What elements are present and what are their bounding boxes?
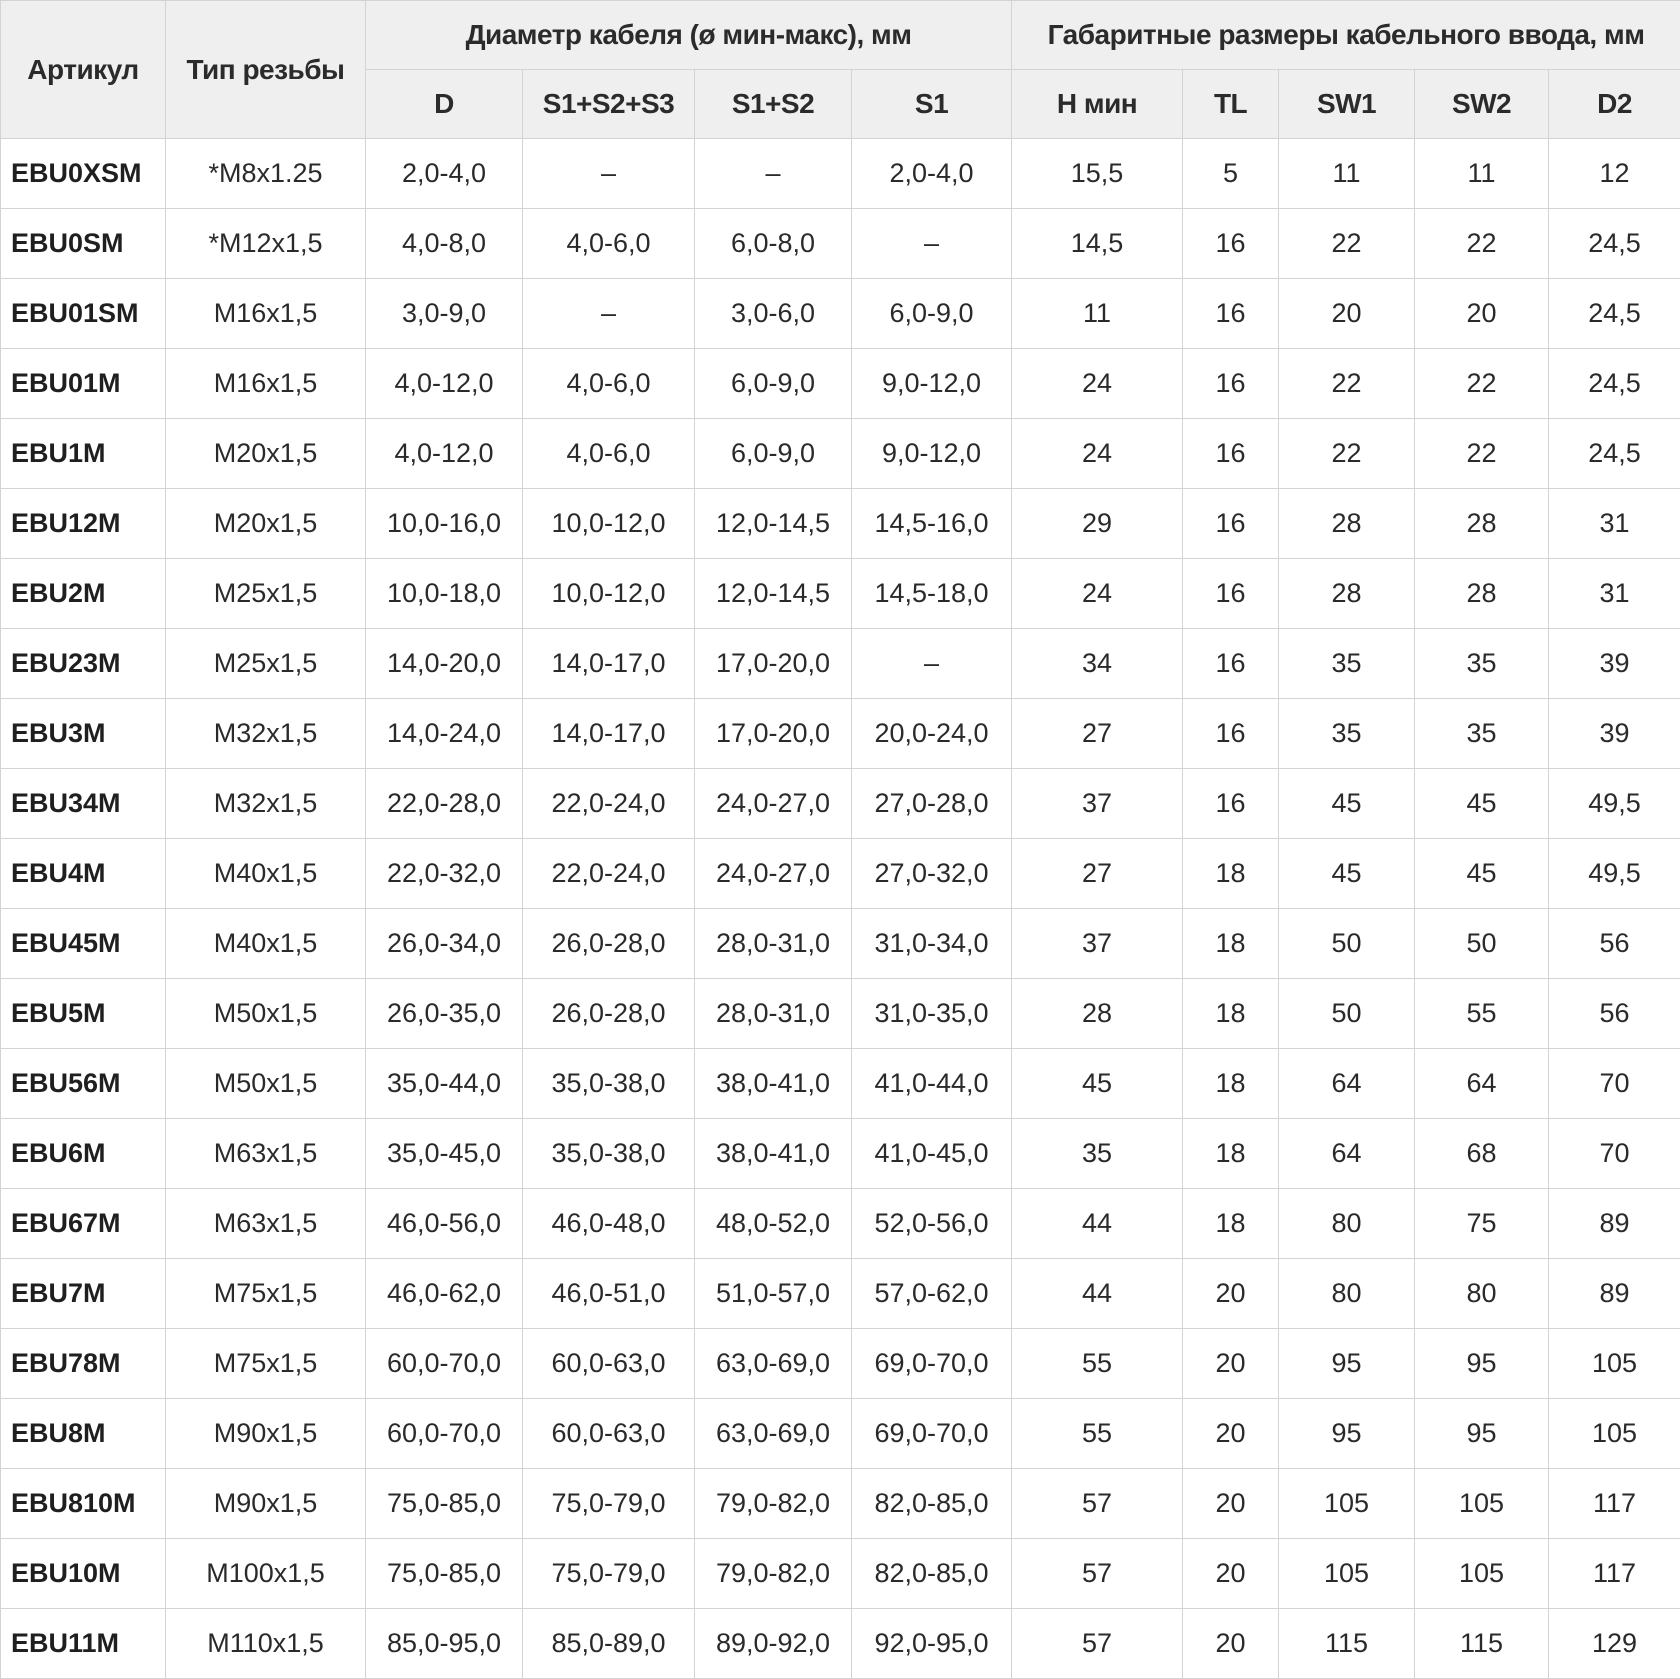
cell-sw2: 22 <box>1415 209 1549 279</box>
table-row <box>1 279 1680 349</box>
cell-h-min: 37 <box>1012 769 1183 839</box>
header-sw2: SW2 <box>1415 70 1549 139</box>
table-row <box>1 699 1680 769</box>
cell-tl: 20 <box>1183 1399 1279 1469</box>
cell-s1-s2-s3: 14,0-17,0 <box>523 629 695 699</box>
cell-d2: 39 <box>1549 699 1680 769</box>
cell-sw1: 105 <box>1279 1539 1415 1609</box>
cell-s1-s2-s3: 4,0-6,0 <box>523 419 695 489</box>
cell-sw2: 105 <box>1415 1469 1549 1539</box>
cell-thread-type: M32x1,5 <box>166 769 366 839</box>
cell-s1: 41,0-44,0 <box>852 1049 1012 1119</box>
cell-h-min: 37 <box>1012 909 1183 979</box>
table-row <box>1 629 1680 699</box>
cell-sw1: 22 <box>1279 349 1415 419</box>
cell-article: EBU7M <box>1 1259 166 1329</box>
cell-s1-s2-s3: 14,0-17,0 <box>523 699 695 769</box>
header-d2: D2 <box>1549 70 1680 139</box>
cell-s1-s2: 3,0-6,0 <box>695 279 852 349</box>
cell-s1-s2: 63,0-69,0 <box>695 1329 852 1399</box>
cell-d: 4,0-8,0 <box>366 209 523 279</box>
cell-sw2: 95 <box>1415 1329 1549 1399</box>
header-thread-type: Тип резьбы <box>166 1 366 139</box>
cell-s1-s2-s3: 60,0-63,0 <box>523 1399 695 1469</box>
cell-thread-type: M90x1,5 <box>166 1469 366 1539</box>
cell-s1: 69,0-70,0 <box>852 1329 1012 1399</box>
cell-sw1: 64 <box>1279 1049 1415 1119</box>
table-row <box>1 1539 1680 1609</box>
cell-d: 60,0-70,0 <box>366 1399 523 1469</box>
cell-sw1: 95 <box>1279 1399 1415 1469</box>
cell-s1: 6,0-9,0 <box>852 279 1012 349</box>
cell-sw1: 35 <box>1279 629 1415 699</box>
cell-d2: 31 <box>1549 489 1680 559</box>
table-row <box>1 1609 1680 1679</box>
cell-sw2: 80 <box>1415 1259 1549 1329</box>
cell-d2: 70 <box>1549 1049 1680 1119</box>
table-row <box>1 209 1680 279</box>
cell-thread-type: M25x1,5 <box>166 559 366 629</box>
table-row <box>1 419 1680 489</box>
cell-article: EBU3M <box>1 699 166 769</box>
cell-s1: 31,0-34,0 <box>852 909 1012 979</box>
cell-s1-s2-s3: – <box>523 279 695 349</box>
cell-d: 26,0-34,0 <box>366 909 523 979</box>
cell-article: EBU78M <box>1 1329 166 1399</box>
cell-s1: 82,0-85,0 <box>852 1469 1012 1539</box>
cell-sw1: 64 <box>1279 1119 1415 1189</box>
cell-s1: 9,0-12,0 <box>852 419 1012 489</box>
header-dimensions-group: Габаритные размеры кабельного ввода, мм <box>1012 1 1680 70</box>
cell-s1-s2-s3: 26,0-28,0 <box>523 979 695 1049</box>
cell-d2: 89 <box>1549 1259 1680 1329</box>
cell-tl: 18 <box>1183 1119 1279 1189</box>
cell-tl: 18 <box>1183 1189 1279 1259</box>
cell-h-min: 24 <box>1012 559 1183 629</box>
cell-d2: 39 <box>1549 629 1680 699</box>
table-row <box>1 349 1680 419</box>
cell-sw2: 22 <box>1415 349 1549 419</box>
cell-article: EBU8M <box>1 1399 166 1469</box>
cell-h-min: 27 <box>1012 699 1183 769</box>
cell-sw1: 115 <box>1279 1609 1415 1679</box>
cell-s1: 14,5-18,0 <box>852 559 1012 629</box>
header-row-groups <box>1 1 1680 70</box>
cell-h-min: 29 <box>1012 489 1183 559</box>
cell-h-min: 55 <box>1012 1399 1183 1469</box>
cell-sw1: 80 <box>1279 1189 1415 1259</box>
cell-s1-s2: 89,0-92,0 <box>695 1609 852 1679</box>
cell-thread-type: M50x1,5 <box>166 979 366 1049</box>
cell-tl: 20 <box>1183 1259 1279 1329</box>
cell-d: 46,0-56,0 <box>366 1189 523 1259</box>
cell-s1-s2-s3: 26,0-28,0 <box>523 909 695 979</box>
table-header <box>1 1 1680 139</box>
cell-s1-s2: 38,0-41,0 <box>695 1049 852 1119</box>
cell-s1: 14,5-16,0 <box>852 489 1012 559</box>
cell-article: EBU5M <box>1 979 166 1049</box>
cell-sw1: 28 <box>1279 559 1415 629</box>
cell-tl: 16 <box>1183 209 1279 279</box>
cell-d: 10,0-18,0 <box>366 559 523 629</box>
cell-article: EBU34M <box>1 769 166 839</box>
cell-d: 35,0-44,0 <box>366 1049 523 1119</box>
cell-sw2: 45 <box>1415 839 1549 909</box>
cell-sw1: 20 <box>1279 279 1415 349</box>
cell-sw2: 35 <box>1415 699 1549 769</box>
cell-d2: 24,5 <box>1549 419 1680 489</box>
cell-tl: 20 <box>1183 1609 1279 1679</box>
cell-tl: 16 <box>1183 629 1279 699</box>
cell-d: 35,0-45,0 <box>366 1119 523 1189</box>
cell-tl: 16 <box>1183 279 1279 349</box>
table-row <box>1 1119 1680 1189</box>
cell-tl: 18 <box>1183 979 1279 1049</box>
header-sw1: SW1 <box>1279 70 1415 139</box>
cell-h-min: 34 <box>1012 629 1183 699</box>
table-row <box>1 1189 1680 1259</box>
cell-d2: 89 <box>1549 1189 1680 1259</box>
header-article: Артикул <box>1 1 166 139</box>
cell-sw1: 80 <box>1279 1259 1415 1329</box>
cell-s1: 92,0-95,0 <box>852 1609 1012 1679</box>
cell-s1-s2: 6,0-9,0 <box>695 349 852 419</box>
cell-s1-s2: 24,0-27,0 <box>695 769 852 839</box>
cell-s1-s2: 51,0-57,0 <box>695 1259 852 1329</box>
cell-d: 14,0-24,0 <box>366 699 523 769</box>
cell-sw2: 105 <box>1415 1539 1549 1609</box>
cell-sw1: 28 <box>1279 489 1415 559</box>
cell-article: EBU56M <box>1 1049 166 1119</box>
cell-sw2: 28 <box>1415 559 1549 629</box>
cell-tl: 20 <box>1183 1469 1279 1539</box>
cell-d: 4,0-12,0 <box>366 419 523 489</box>
cell-h-min: 44 <box>1012 1259 1183 1329</box>
header-s1-s2-s3: S1+S2+S3 <box>523 70 695 139</box>
cell-article: EBU23M <box>1 629 166 699</box>
cell-sw2: 20 <box>1415 279 1549 349</box>
cell-sw1: 105 <box>1279 1469 1415 1539</box>
cell-s1-s2-s3: 22,0-24,0 <box>523 769 695 839</box>
cell-tl: 16 <box>1183 349 1279 419</box>
cell-thread-type: M75x1,5 <box>166 1259 366 1329</box>
cell-d: 14,0-20,0 <box>366 629 523 699</box>
cell-thread-type: M40x1,5 <box>166 839 366 909</box>
cell-h-min: 57 <box>1012 1609 1183 1679</box>
cell-s1-s2-s3: 75,0-79,0 <box>523 1539 695 1609</box>
cell-article: EBU45M <box>1 909 166 979</box>
cell-s1: 27,0-32,0 <box>852 839 1012 909</box>
cell-article: EBU6M <box>1 1119 166 1189</box>
cell-d2: 49,5 <box>1549 839 1680 909</box>
cell-sw1: 45 <box>1279 839 1415 909</box>
cell-h-min: 57 <box>1012 1469 1183 1539</box>
cell-sw1: 22 <box>1279 209 1415 279</box>
cell-h-min: 27 <box>1012 839 1183 909</box>
cell-article: EBU67M <box>1 1189 166 1259</box>
header-s1-s2: S1+S2 <box>695 70 852 139</box>
cell-s1-s2: 79,0-82,0 <box>695 1469 852 1539</box>
cell-d2: 105 <box>1549 1329 1680 1399</box>
cell-h-min: 15,5 <box>1012 139 1183 209</box>
cell-s1: 41,0-45,0 <box>852 1119 1012 1189</box>
cell-thread-type: M63x1,5 <box>166 1189 366 1259</box>
cell-d2: 117 <box>1549 1469 1680 1539</box>
cell-d2: 31 <box>1549 559 1680 629</box>
cell-article: EBU2M <box>1 559 166 629</box>
cell-d2: 49,5 <box>1549 769 1680 839</box>
cell-s1: 52,0-56,0 <box>852 1189 1012 1259</box>
cell-s1-s2-s3: 85,0-89,0 <box>523 1609 695 1679</box>
cell-s1-s2-s3: 75,0-79,0 <box>523 1469 695 1539</box>
cell-d2: 24,5 <box>1549 279 1680 349</box>
cell-article: EBU810M <box>1 1469 166 1539</box>
cell-article: EBU0XSM <box>1 139 166 209</box>
cell-sw2: 22 <box>1415 419 1549 489</box>
cell-sw2: 28 <box>1415 489 1549 559</box>
cell-sw2: 75 <box>1415 1189 1549 1259</box>
cell-thread-type: M75x1,5 <box>166 1329 366 1399</box>
cell-d2: 56 <box>1549 979 1680 1049</box>
cell-d2: 24,5 <box>1549 349 1680 419</box>
header-cable-diameter-group: Диаметр кабеля (ø мин-макс), мм <box>366 1 1012 70</box>
table-row <box>1 139 1680 209</box>
cell-thread-type: M25x1,5 <box>166 629 366 699</box>
cell-thread-type: M63x1,5 <box>166 1119 366 1189</box>
table-row <box>1 909 1680 979</box>
cell-sw2: 35 <box>1415 629 1549 699</box>
cell-thread-type: M40x1,5 <box>166 909 366 979</box>
cell-d: 75,0-85,0 <box>366 1469 523 1539</box>
cell-thread-type: M20x1,5 <box>166 489 366 559</box>
cell-s1-s2: 6,0-9,0 <box>695 419 852 489</box>
cell-s1: 9,0-12,0 <box>852 349 1012 419</box>
cell-s1-s2-s3: 46,0-51,0 <box>523 1259 695 1329</box>
cell-s1-s2-s3: 35,0-38,0 <box>523 1049 695 1119</box>
cell-s1-s2: 28,0-31,0 <box>695 909 852 979</box>
cell-sw1: 95 <box>1279 1329 1415 1399</box>
cell-article: EBU1M <box>1 419 166 489</box>
cell-thread-type: M16x1,5 <box>166 349 366 419</box>
cell-thread-type: M20x1,5 <box>166 419 366 489</box>
header-h-min: H мин <box>1012 70 1183 139</box>
cell-sw2: 11 <box>1415 139 1549 209</box>
cell-s1-s2: 17,0-20,0 <box>695 699 852 769</box>
cell-d: 85,0-95,0 <box>366 1609 523 1679</box>
cell-s1-s2: – <box>695 139 852 209</box>
table-row <box>1 839 1680 909</box>
cell-d: 22,0-32,0 <box>366 839 523 909</box>
cell-s1: 27,0-28,0 <box>852 769 1012 839</box>
cell-s1-s2: 28,0-31,0 <box>695 979 852 1049</box>
cell-sw2: 55 <box>1415 979 1549 1049</box>
cell-h-min: 45 <box>1012 1049 1183 1119</box>
cell-h-min: 28 <box>1012 979 1183 1049</box>
cell-s1-s2-s3: 10,0-12,0 <box>523 559 695 629</box>
cell-tl: 16 <box>1183 769 1279 839</box>
cell-thread-type: M100x1,5 <box>166 1539 366 1609</box>
cell-s1: – <box>852 209 1012 279</box>
cell-d2: 129 <box>1549 1609 1680 1679</box>
cell-sw2: 50 <box>1415 909 1549 979</box>
cell-d: 26,0-35,0 <box>366 979 523 1049</box>
cell-s1-s2: 12,0-14,5 <box>695 559 852 629</box>
cell-d: 60,0-70,0 <box>366 1329 523 1399</box>
cell-d: 10,0-16,0 <box>366 489 523 559</box>
cell-s1-s2: 6,0-8,0 <box>695 209 852 279</box>
table-row <box>1 979 1680 1049</box>
cell-tl: 16 <box>1183 489 1279 559</box>
cell-s1-s2: 63,0-69,0 <box>695 1399 852 1469</box>
header-tl: TL <box>1183 70 1279 139</box>
cell-s1-s2-s3: 60,0-63,0 <box>523 1329 695 1399</box>
table-row <box>1 559 1680 629</box>
cell-thread-type: M32x1,5 <box>166 699 366 769</box>
cell-d2: 105 <box>1549 1399 1680 1469</box>
cell-sw1: 11 <box>1279 139 1415 209</box>
cell-sw1: 50 <box>1279 909 1415 979</box>
header-d: D <box>366 70 523 139</box>
cell-s1-s2: 12,0-14,5 <box>695 489 852 559</box>
cell-s1: 82,0-85,0 <box>852 1539 1012 1609</box>
cell-tl: 16 <box>1183 699 1279 769</box>
cell-tl: 18 <box>1183 909 1279 979</box>
cell-sw1: 22 <box>1279 419 1415 489</box>
cell-article: EBU0SM <box>1 209 166 279</box>
cell-s1-s2: 79,0-82,0 <box>695 1539 852 1609</box>
cell-s1-s2-s3: 4,0-6,0 <box>523 209 695 279</box>
cell-tl: 5 <box>1183 139 1279 209</box>
cell-sw2: 95 <box>1415 1399 1549 1469</box>
cell-sw1: 35 <box>1279 699 1415 769</box>
cell-s1-s2: 38,0-41,0 <box>695 1119 852 1189</box>
cell-h-min: 44 <box>1012 1189 1183 1259</box>
cell-tl: 18 <box>1183 1049 1279 1119</box>
cell-d: 22,0-28,0 <box>366 769 523 839</box>
cell-s1-s2-s3: – <box>523 139 695 209</box>
cell-d2: 12 <box>1549 139 1680 209</box>
cell-d: 75,0-85,0 <box>366 1539 523 1609</box>
cell-tl: 16 <box>1183 419 1279 489</box>
cell-article: EBU4M <box>1 839 166 909</box>
cell-article: EBU11M <box>1 1609 166 1679</box>
cell-s1-s2-s3: 46,0-48,0 <box>523 1189 695 1259</box>
cell-s1-s2: 24,0-27,0 <box>695 839 852 909</box>
cell-article: EBU01M <box>1 349 166 419</box>
cell-d: 2,0-4,0 <box>366 139 523 209</box>
cell-tl: 18 <box>1183 839 1279 909</box>
cell-s1-s2: 17,0-20,0 <box>695 629 852 699</box>
cell-h-min: 24 <box>1012 349 1183 419</box>
cell-thread-type: *M12x1,5 <box>166 209 366 279</box>
cell-article: EBU01SM <box>1 279 166 349</box>
cell-s1-s2-s3: 22,0-24,0 <box>523 839 695 909</box>
cell-sw2: 68 <box>1415 1119 1549 1189</box>
header-s1: S1 <box>852 70 1012 139</box>
cell-sw1: 45 <box>1279 769 1415 839</box>
cell-tl: 16 <box>1183 559 1279 629</box>
cell-s1-s2-s3: 4,0-6,0 <box>523 349 695 419</box>
table-row <box>1 1469 1680 1539</box>
table-row <box>1 769 1680 839</box>
table-row <box>1 1329 1680 1399</box>
cell-d: 46,0-62,0 <box>366 1259 523 1329</box>
table-row <box>1 1399 1680 1469</box>
cell-article: EBU12M <box>1 489 166 559</box>
cell-h-min: 35 <box>1012 1119 1183 1189</box>
table-row <box>1 489 1680 559</box>
cell-d2: 117 <box>1549 1539 1680 1609</box>
cell-h-min: 24 <box>1012 419 1183 489</box>
cell-sw2: 115 <box>1415 1609 1549 1679</box>
cell-thread-type: M110x1,5 <box>166 1609 366 1679</box>
cell-sw1: 50 <box>1279 979 1415 1049</box>
cell-d2: 24,5 <box>1549 209 1680 279</box>
cell-sw2: 45 <box>1415 769 1549 839</box>
cell-d: 4,0-12,0 <box>366 349 523 419</box>
cell-s1: 57,0-62,0 <box>852 1259 1012 1329</box>
cell-tl: 20 <box>1183 1329 1279 1399</box>
cell-thread-type: M50x1,5 <box>166 1049 366 1119</box>
cell-thread-type: *M8x1.25 <box>166 139 366 209</box>
cell-h-min: 14,5 <box>1012 209 1183 279</box>
cell-tl: 20 <box>1183 1539 1279 1609</box>
cell-h-min: 11 <box>1012 279 1183 349</box>
cell-article: EBU10M <box>1 1539 166 1609</box>
cell-d2: 70 <box>1549 1119 1680 1189</box>
cell-s1: – <box>852 629 1012 699</box>
cell-d2: 56 <box>1549 909 1680 979</box>
cell-s1: 20,0-24,0 <box>852 699 1012 769</box>
cell-s1: 69,0-70,0 <box>852 1399 1012 1469</box>
table-row <box>1 1259 1680 1329</box>
table-row <box>1 1049 1680 1119</box>
cell-s1: 31,0-35,0 <box>852 979 1012 1049</box>
table-body <box>1 139 1680 1679</box>
cell-sw2: 64 <box>1415 1049 1549 1119</box>
cell-h-min: 57 <box>1012 1539 1183 1609</box>
cell-thread-type: M16x1,5 <box>166 279 366 349</box>
cell-d: 3,0-9,0 <box>366 279 523 349</box>
cell-s1-s2-s3: 10,0-12,0 <box>523 489 695 559</box>
cell-s1-s2-s3: 35,0-38,0 <box>523 1119 695 1189</box>
cell-h-min: 55 <box>1012 1329 1183 1399</box>
cell-s1-s2: 48,0-52,0 <box>695 1189 852 1259</box>
cell-s1: 2,0-4,0 <box>852 139 1012 209</box>
cell-thread-type: M90x1,5 <box>166 1399 366 1469</box>
